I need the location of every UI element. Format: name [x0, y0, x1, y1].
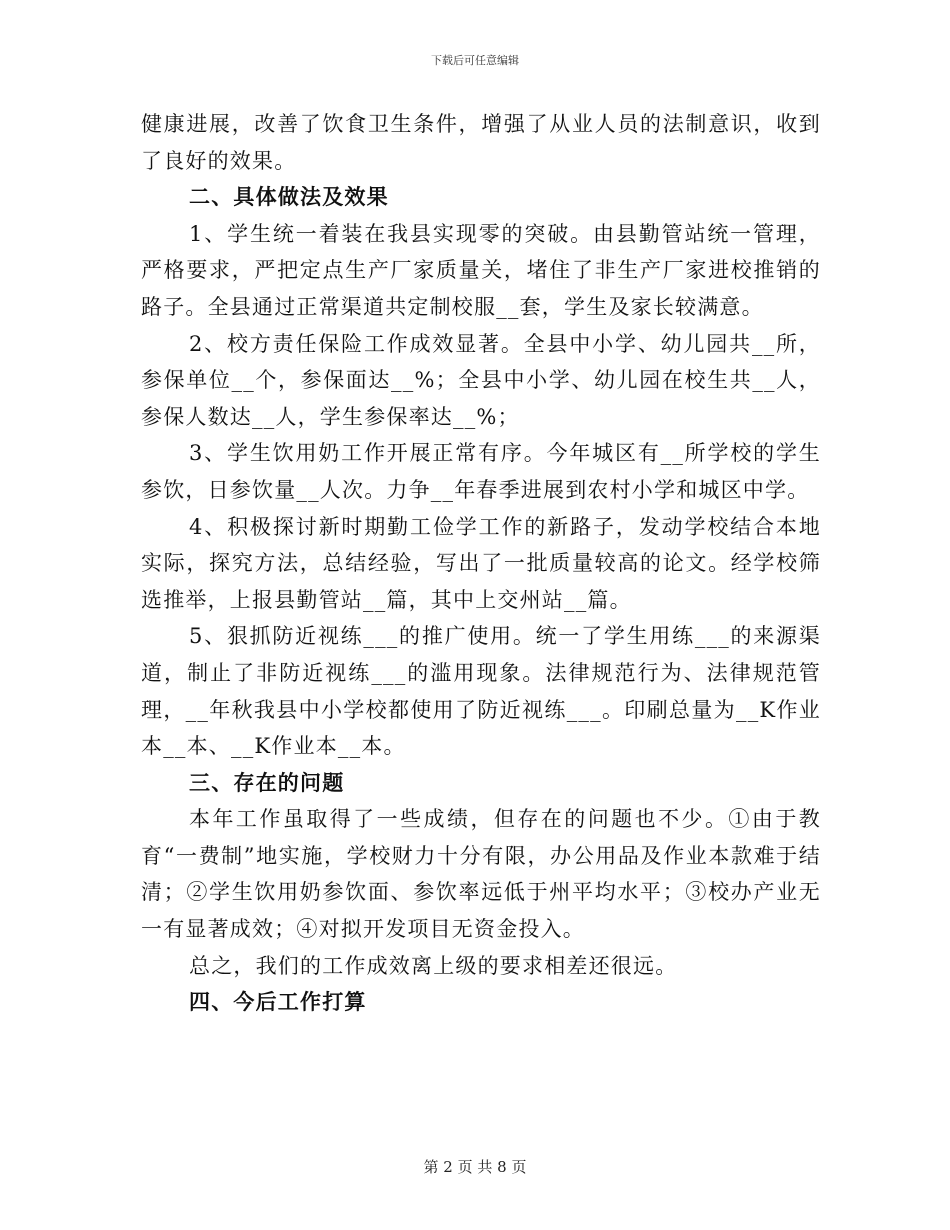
paragraph: 健康进展，改善了饮食卫生条件，增强了从业人员的法制意识，收到了良好的效果。	[141, 112, 821, 173]
paragraph: 1、学生统一着装在我县实现零的突破。由县勤管站统一管理，严格要求，严把定点生产厂家质量关，堵住了非生产厂家进校推销的路子。全县通过正常渠道共定制校服__套，学生及家长较满意。	[141, 221, 821, 319]
paragraph: 本年工作虽取得了一些成绩，但存在的问题也不少。①由于教育“一费制”地实施，学校财力十分有限，办公用品及作业本款难于结清；②学生饮用奶参饮面、参饮率远低于州平均水平；③校办产业无一有显著成效；④对拟开发项目无资金投入。	[141, 807, 821, 942]
paragraph: 5、狠抓防近视练___的推广使用。统一了学生用练___的来源渠道，制止了非防近视练___的滥用现象。法律规范行为、法律规范管理，__年秋我县中小学校都使用了防近视练___。印刷总量为__K作业本__本、__K作业本__本。	[141, 624, 821, 759]
section-heading: 二、具体做法及效果	[189, 184, 389, 210]
section-heading: 四、今后工作打算	[189, 989, 367, 1015]
paragraph: 4、积极探讨新时期勤工俭学工作的新路子，发动学校结合本地实际，探究方法，总结经验，写出了一批质量较高的论文。经学校筛选推举，上报县勤管站__篇，其中上交州站__篇。	[141, 514, 821, 612]
document-body	[141, 106, 821, 1021]
section-heading: 三、存在的问题	[189, 769, 345, 795]
page-header: 下载后可任意编辑	[431, 54, 519, 67]
paragraph: 总之，我们的工作成效离上级的要求相差还很远。	[189, 953, 678, 978]
page-footer: 第 2 页 共 8 页	[423, 1158, 527, 1176]
paragraph: 2、校方责任保险工作成效显著。全县中小学、幼儿园共__所，参保单位__个，参保面达__%；全县中小学、幼儿园在校生共__人，参保人数达__人，学生参保率达__%；	[141, 331, 821, 429]
paragraph: 3、学生饮用奶工作开展正常有序。今年城区有__所学校的学生参饮，日参饮量__人次。力争__年春季进展到农村小学和城区中学。	[141, 441, 821, 502]
